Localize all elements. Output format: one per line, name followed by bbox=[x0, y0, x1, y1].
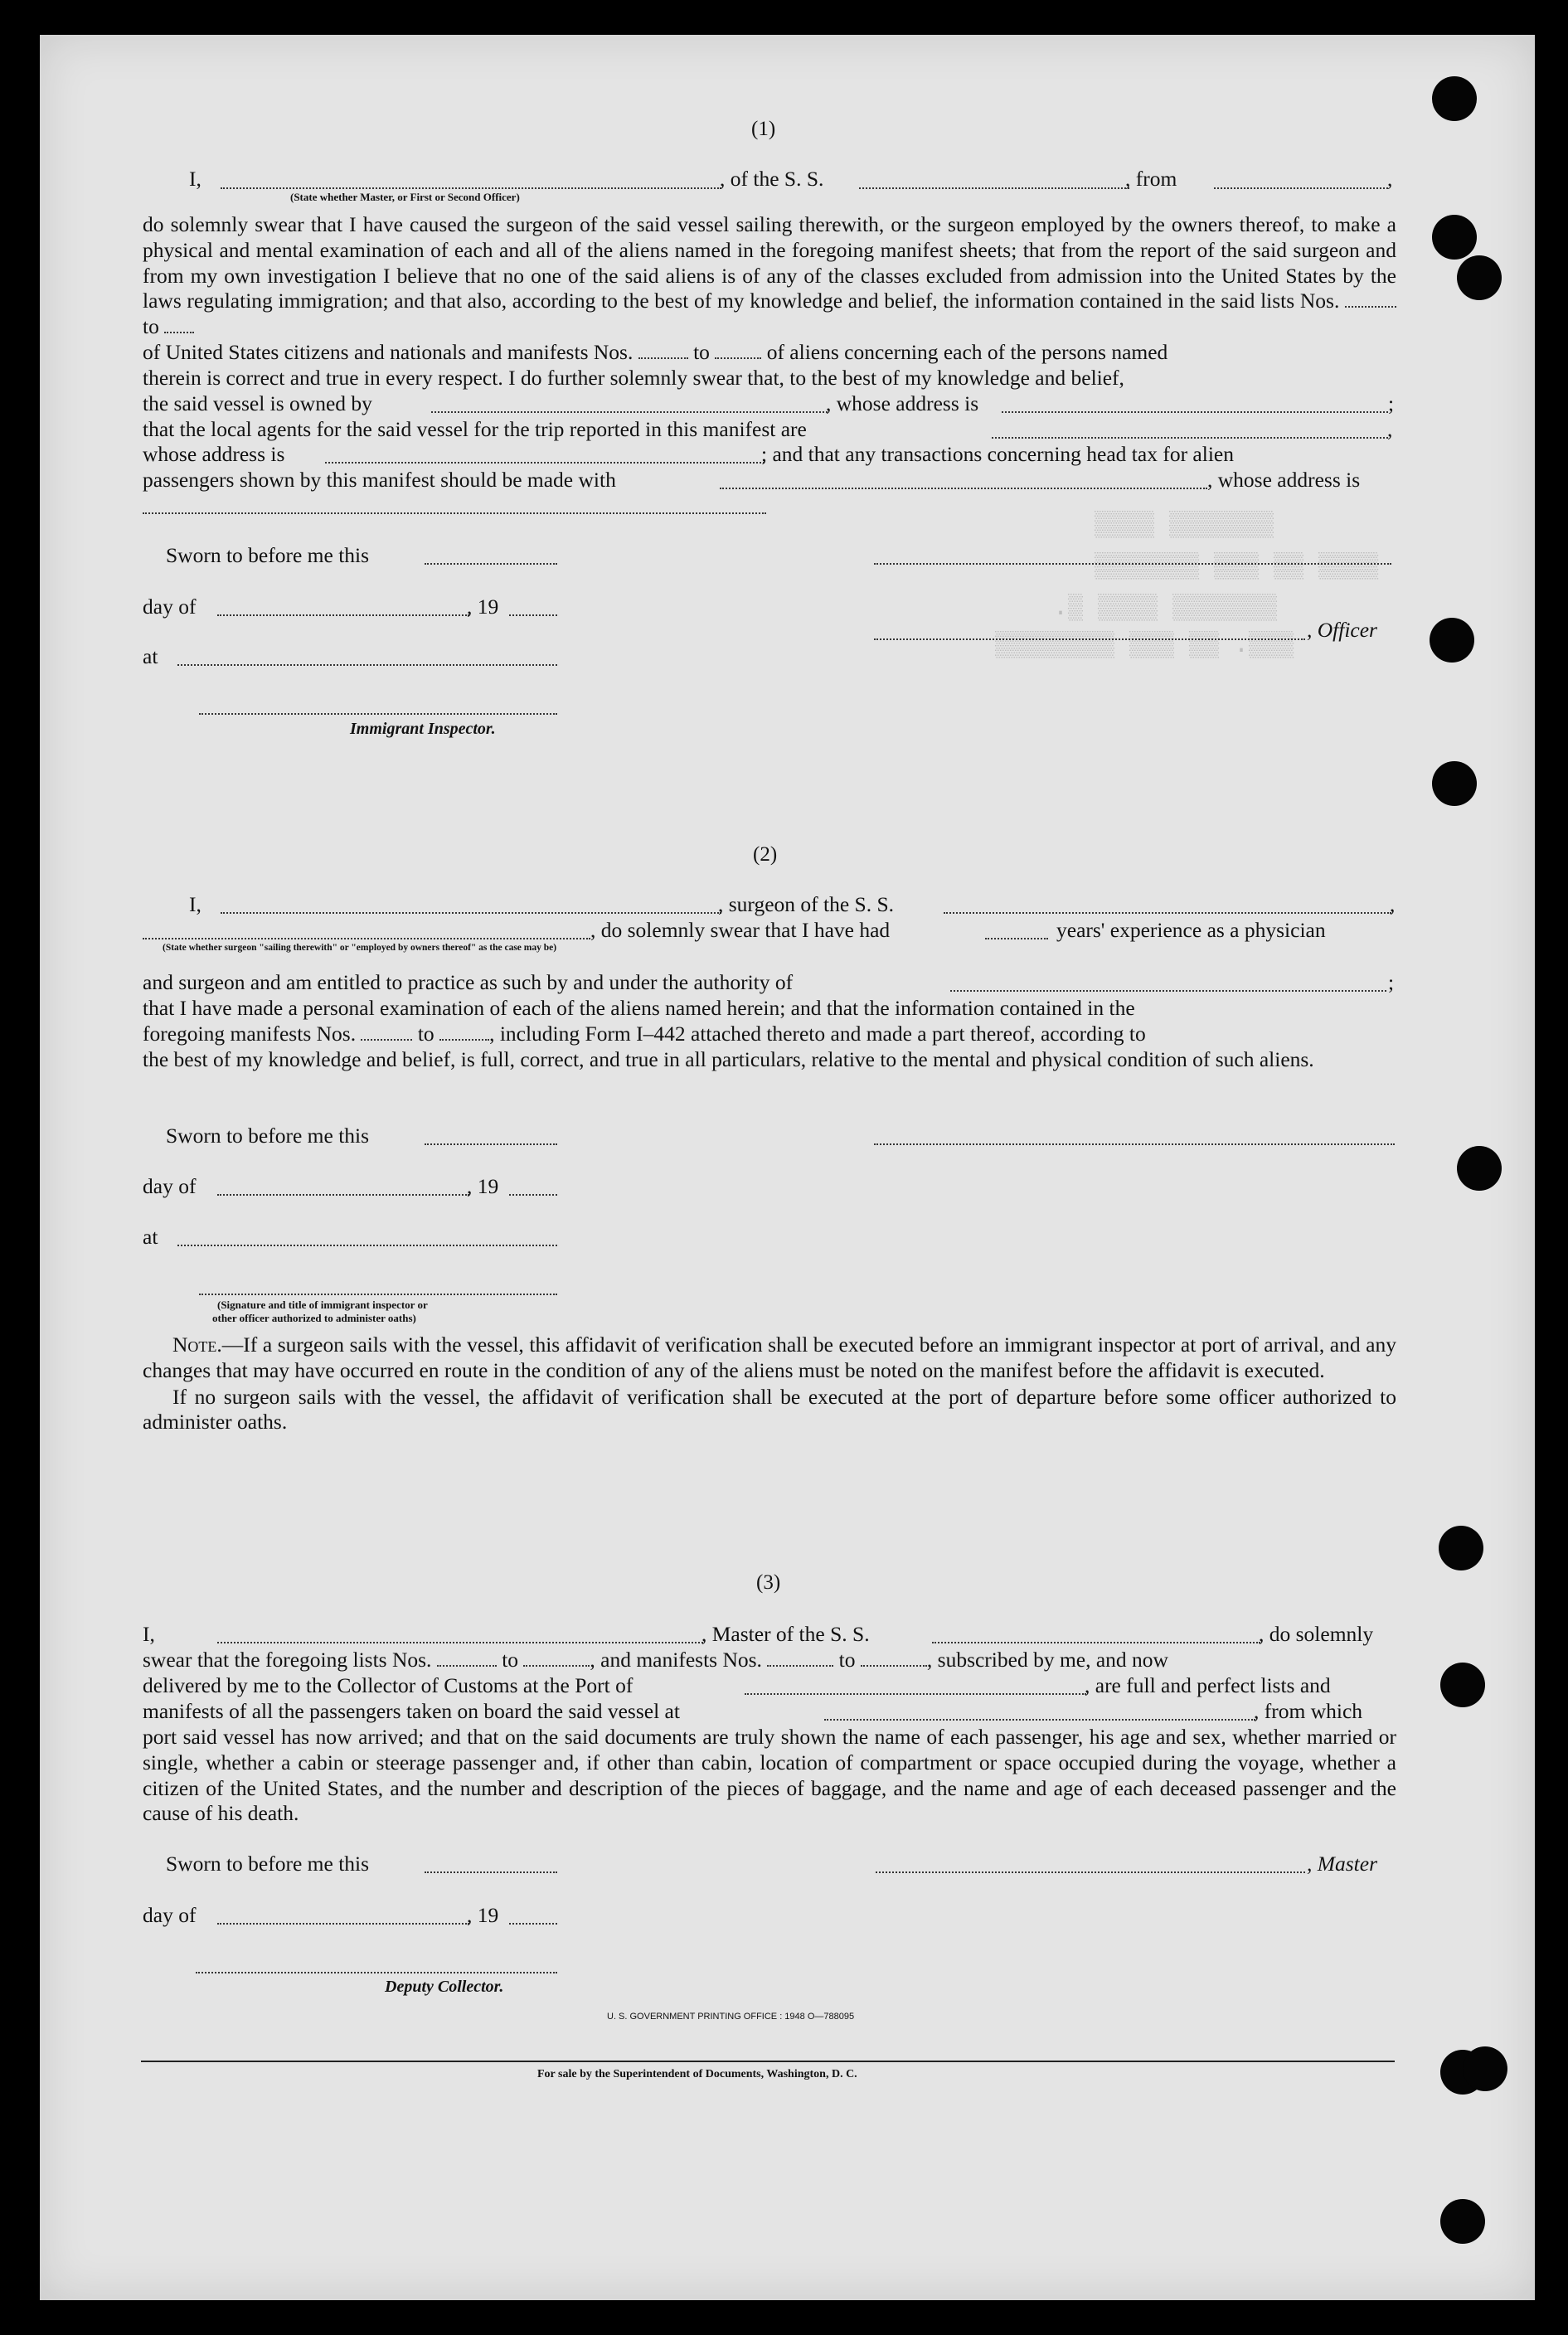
section-3-number: (3) bbox=[756, 1571, 781, 1594]
section-1-oath-paragraph bbox=[143, 212, 1396, 340]
punch-hole bbox=[1432, 215, 1477, 260]
swear-lists-text: swear that the foregoing lists Nos. bbox=[143, 1648, 432, 1672]
rest-text: the best of my knowledge and belief, is full, correct, and true in all particulars, relative to the mental and physical condition of such aliens. bbox=[143, 1047, 1314, 1071]
to-label: to bbox=[693, 340, 710, 364]
day-of-label-1: day of bbox=[143, 595, 197, 619]
owned-by-label: the said vessel is owned by bbox=[143, 391, 372, 415]
authority-field[interactable] bbox=[950, 990, 1386, 992]
section-3-i-label: I, bbox=[143, 1622, 155, 1646]
surgeon-signature-line[interactable] bbox=[874, 1143, 1395, 1145]
semicolon: ; bbox=[1388, 970, 1395, 994]
head-tax-address-field[interactable] bbox=[143, 512, 766, 514]
local-agents-label: that the local agents for the said vessel for the trip reported in this manifest are bbox=[143, 417, 807, 441]
citizens-from-field[interactable] bbox=[638, 357, 688, 359]
surgeon-of-ss-label: , surgeon of the S. S. bbox=[718, 892, 895, 916]
show-through-text: ▒▒▒▒▒▒▒ ▒▒▒▒ ▒. bbox=[1053, 595, 1278, 623]
to-label: to bbox=[502, 1648, 519, 1672]
month-field-2[interactable] bbox=[217, 1194, 469, 1196]
vessel-name-field[interactable] bbox=[859, 187, 1129, 189]
section-3-body-text: port said vessel has now arrived; and that on the said documents are truly shown the name of each passenger, his age and sex, whether married or single, whether a cabin or steerage passenger and, if other than cabin, location of compartment or space occupied during the voyage, whether a citizen of the United States, and the number and description of the pieces of baggage, and the name and age of each deceased passenger and the cause of his death. bbox=[143, 1725, 1396, 1826]
surgeon-status-field[interactable] bbox=[143, 938, 590, 939]
surgeon-caption: (State whether surgeon "sailing therewith" or "employed by owners thereof" as the case may be) bbox=[163, 943, 557, 953]
foregoing-manifests-line bbox=[143, 1022, 1146, 1046]
of-ss-label: , of the S. S. bbox=[720, 167, 824, 191]
administering-officer-signature-line[interactable] bbox=[199, 1294, 557, 1295]
foregoing-nos-text: foregoing manifests Nos. bbox=[143, 1022, 357, 1046]
show-through-text: ▒▒▒▒▒▒▒ ▒▒▒▒ bbox=[1095, 512, 1274, 540]
head-tax-contact-field[interactable] bbox=[720, 488, 1207, 489]
officer-caption: (State whether Master, or First or Second Officer) bbox=[290, 191, 520, 203]
owner-address-field[interactable] bbox=[1002, 411, 1388, 413]
master-vessel-field[interactable] bbox=[932, 1642, 1260, 1643]
year-label-1: , 19 bbox=[467, 595, 499, 619]
years-experience-text: years' experience as a physician bbox=[1056, 918, 1326, 942]
inspector-signature-line[interactable] bbox=[199, 713, 557, 715]
from-which-text: , from which bbox=[1254, 1699, 1363, 1723]
year-label-2: , 19 bbox=[467, 1174, 499, 1198]
owner-field[interactable] bbox=[431, 411, 828, 413]
month-field-1[interactable] bbox=[217, 614, 469, 616]
punch-hole bbox=[1440, 1663, 1485, 1707]
section-3-body-paragraph bbox=[143, 1725, 1396, 1827]
deputy-collector-signature-line[interactable] bbox=[196, 1972, 557, 1973]
lists-no-from-field[interactable] bbox=[1345, 305, 1396, 308]
full-perfect-text: , are full and perfect lists and bbox=[1085, 1673, 1331, 1697]
at-label-1: at bbox=[143, 644, 158, 668]
at-label-2: at bbox=[143, 1225, 158, 1249]
section-2-rest-paragraph bbox=[143, 1047, 1396, 1073]
punch-hole bbox=[1457, 1146, 1502, 1191]
punch-hole bbox=[1432, 761, 1477, 806]
day-of-label-3: day of bbox=[143, 1903, 197, 1927]
show-through-text: ▒▒▒▒ ▒▒ ▒▒▒ ▒▒▒▒▒▒▒ bbox=[1095, 553, 1379, 581]
examination-text: that I have made a personal examination of each of the aliens named herein; and that the information contained in the bbox=[143, 996, 1135, 1020]
comma: , bbox=[1387, 167, 1393, 191]
to-label: to bbox=[143, 314, 159, 339]
section-1-number: (1) bbox=[751, 118, 776, 140]
note-text: —If a surgeon sails with the vessel, this affidavit of verification shall be executed before an immigrant inspector at port of arrival, and any changes that may have occurred en route in the condition of any of the aliens must be noted on the manifest before the affidavit is executed. bbox=[143, 1333, 1396, 1382]
at-field-1[interactable] bbox=[177, 664, 557, 666]
signature-caption-1: (Signature and title of immigrant inspector or bbox=[217, 1299, 428, 1311]
master-signature-line[interactable] bbox=[876, 1871, 1305, 1873]
officer-signature-line-top[interactable] bbox=[874, 563, 1391, 565]
punch-hole bbox=[1440, 2199, 1485, 2244]
lists-to-field-3[interactable] bbox=[523, 1664, 590, 1667]
agents-address-field[interactable] bbox=[325, 462, 765, 464]
section-2-i-label: I, bbox=[189, 892, 201, 916]
sworn-day-field-2[interactable] bbox=[425, 1143, 557, 1145]
passengers-shown-label: passengers shown by this manifest should be made with bbox=[143, 468, 616, 492]
at-field-2[interactable] bbox=[177, 1245, 557, 1246]
citizens-line bbox=[143, 340, 1168, 365]
sworn-label-2: Sworn to before me this bbox=[166, 1124, 370, 1148]
printing-office-line: U. S. GOVERNMENT PRINTING OFFICE : 1948 O—788095 bbox=[607, 2012, 855, 2022]
punch-hole bbox=[1430, 618, 1474, 663]
master-label: , Master bbox=[1307, 1852, 1377, 1876]
whose-address-label-2: whose address is bbox=[143, 442, 285, 466]
manifests-all-label: manifests of all the passengers taken on board the said vessel at bbox=[143, 1699, 680, 1723]
whose-address-label-3: , whose address is bbox=[1207, 468, 1361, 492]
year-label-3: , 19 bbox=[467, 1903, 499, 1927]
surgeon-name-field[interactable] bbox=[221, 912, 721, 914]
citizens-to-field[interactable] bbox=[715, 357, 761, 359]
punch-hole bbox=[1463, 2046, 1507, 2091]
boarding-port-field[interactable] bbox=[824, 1719, 1255, 1721]
punch-hole bbox=[1432, 76, 1477, 121]
aliens-text: of aliens concerning each of the persons named bbox=[766, 340, 1168, 364]
for-sale-line: For sale by the Superintendent of Documents, Washington, D. C. bbox=[537, 2068, 857, 2080]
do-solemnly-label: , do solemnly bbox=[1259, 1622, 1374, 1646]
officer-name-field[interactable] bbox=[221, 187, 721, 189]
subscribed-text: , subscribed by me, and now bbox=[926, 1648, 1168, 1672]
signature-caption-2: other officer authorized to administer oaths) bbox=[212, 1312, 416, 1324]
officer-signature-line[interactable] bbox=[874, 638, 1305, 640]
oath-text: do solemnly swear that I have caused the surgeon of the said vessel sailing therewith, or the surgeon employed by the owners thereof, to make a physical and mental examination of each and all of the aliens named in the foregoing manifest sheets; that from the report of the said surgeon and from my own investigation I believe that no one of the said aliens is of any of the classes excluded from admission into the United States by the laws regulating immigration; and that also, according to the best of my knowledge and belief, the information contained in the said lists Nos. bbox=[143, 212, 1396, 313]
deputy-collector-label: Deputy Collector. bbox=[385, 1978, 504, 1996]
citizens-text: of United States citizens and nationals and manifests Nos. bbox=[143, 340, 634, 364]
swear-had-text: , do solemnly swear that I have had bbox=[590, 918, 891, 942]
to-label: to bbox=[417, 1022, 434, 1046]
note-label: Note. bbox=[172, 1333, 222, 1357]
manifests-from-field[interactable] bbox=[361, 1038, 412, 1041]
lists-no-to-field[interactable] bbox=[164, 331, 194, 333]
note-paragraph bbox=[143, 1333, 1396, 1435]
to-label: to bbox=[838, 1648, 856, 1672]
punch-hole bbox=[1457, 255, 1502, 300]
day-of-label-2: day of bbox=[143, 1174, 197, 1198]
manifests-from-field-3[interactable] bbox=[767, 1664, 833, 1667]
punch-hole bbox=[1439, 1526, 1483, 1570]
form-text: , including Form I–442 attached thereto and made a part thereof, according to bbox=[489, 1022, 1146, 1046]
correct-line: therein is correct and true in every respect. I do further solemnly swear that, to the best of my knowledge and belief, bbox=[143, 366, 1124, 390]
year-field-3[interactable] bbox=[509, 1923, 557, 1925]
section-1-i-label: I, bbox=[189, 167, 201, 191]
sworn-day-field-1[interactable] bbox=[425, 563, 557, 565]
officer-label: , Officer bbox=[1307, 618, 1377, 642]
sworn-day-field-3[interactable] bbox=[425, 1871, 557, 1873]
footer-rule bbox=[141, 2061, 1395, 2062]
year-field-2[interactable] bbox=[509, 1194, 557, 1196]
note-text-2: If no surgeon sails with the vessel, the affidavit of verification shall be executed at the port of departure before some officer authorized to administer oaths. bbox=[143, 1384, 1396, 1434]
comma: , bbox=[1390, 892, 1396, 916]
years-field[interactable] bbox=[985, 938, 1048, 939]
comma: , bbox=[1387, 417, 1393, 441]
lists-from-field-3[interactable] bbox=[437, 1664, 497, 1667]
manifests-to-field[interactable] bbox=[439, 1038, 489, 1041]
immigrant-inspector-label: Immigrant Inspector. bbox=[350, 720, 496, 738]
delivered-label: delivered by me to the Collector of Customs at the Port of bbox=[143, 1673, 634, 1697]
head-tax-text: ; and that any transactions concerning head tax for alien bbox=[761, 442, 1234, 466]
section-2-number: (2) bbox=[753, 843, 778, 866]
port-field[interactable] bbox=[745, 1693, 1086, 1695]
master-of-ss-label: , Master of the S. S. bbox=[701, 1622, 870, 1646]
from-port-field[interactable] bbox=[1214, 187, 1388, 189]
local-agents-field[interactable] bbox=[992, 437, 1388, 439]
manifests-to-field-3[interactable] bbox=[861, 1664, 927, 1667]
show-through-text: ▒▒▒. ▒▒ ▒▒▒ ▒▒▒▒▒▒▒▒ bbox=[995, 632, 1294, 660]
whose-address-label: , whose address is bbox=[826, 391, 979, 415]
year-field-1[interactable] bbox=[509, 614, 557, 616]
swear-lists-line bbox=[143, 1648, 1168, 1672]
month-field-3[interactable] bbox=[217, 1923, 469, 1925]
from-label: , from bbox=[1125, 167, 1177, 191]
sworn-label-3: Sworn to before me this bbox=[166, 1852, 370, 1876]
sworn-label-1: Sworn to before me this bbox=[166, 543, 370, 567]
semicolon: ; bbox=[1388, 391, 1395, 415]
authority-text: and surgeon and am entitled to practice as such by and under the authority of bbox=[143, 970, 794, 994]
and-manifests-text: , and manifests Nos. bbox=[590, 1648, 762, 1672]
surgeon-vessel-field[interactable] bbox=[944, 912, 1391, 914]
master-name-field[interactable] bbox=[217, 1642, 703, 1643]
